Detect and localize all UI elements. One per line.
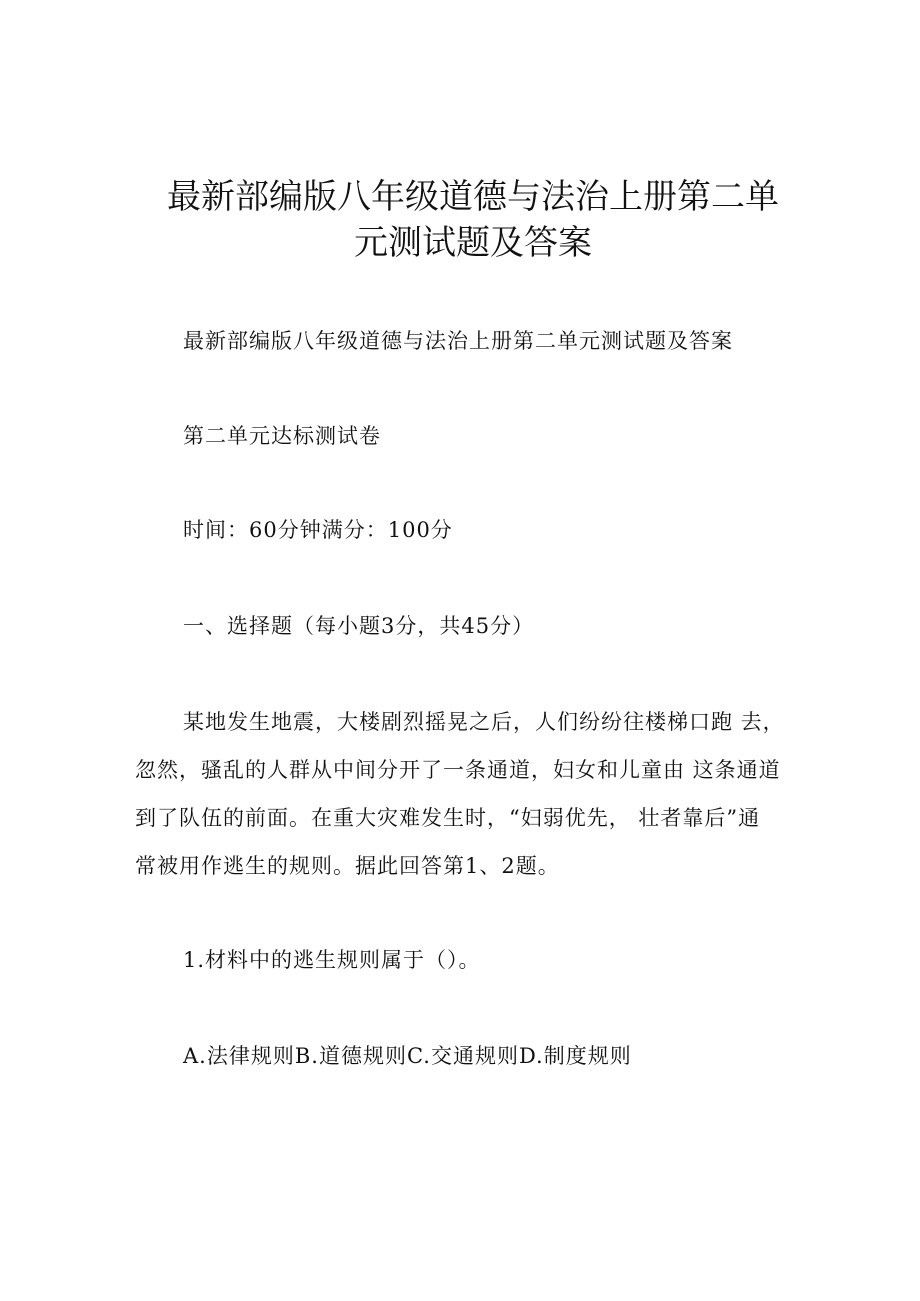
question-passage <box>135 698 785 890</box>
document-title-line-2: 元测试题及答案 <box>354 223 592 263</box>
passage-line: 到了队伍的前面。在重大灾难发生时，“妇弱优先， 壮者靠后”通 <box>135 806 761 830</box>
unit-test-name: 第二单元达标测试卷 <box>183 424 381 448</box>
question-1-options: A.法律规则B.道德规则C.交通规则D.制度规则 <box>183 1044 632 1068</box>
section-heading: 一、选择题（每小题3分，共45分） <box>183 614 535 638</box>
question-1-stem: 1.材料中的逃生规则属于（）。 <box>183 948 481 972</box>
document-title-line-1: 最新部编版八年级道德与法治上册第二单 <box>167 177 779 217</box>
time-and-score-info: 时间：60分钟满分：100分 <box>183 518 453 542</box>
passage-line: 常被用作逃生的规则。据此回答第1、2题。 <box>135 854 560 878</box>
passage-line: 忽然，骚乱的人群从中间分开了一条通道，妇女和儿童由 这条通道 <box>135 758 781 782</box>
document-subtitle: 最新部编版八年级道德与法治上册第二单元测试题及答案 <box>183 329 733 353</box>
passage-line: 某地发生地震，大楼剧烈摇晃之后，人们纷纷往楼梯口跑 去， <box>183 710 785 734</box>
